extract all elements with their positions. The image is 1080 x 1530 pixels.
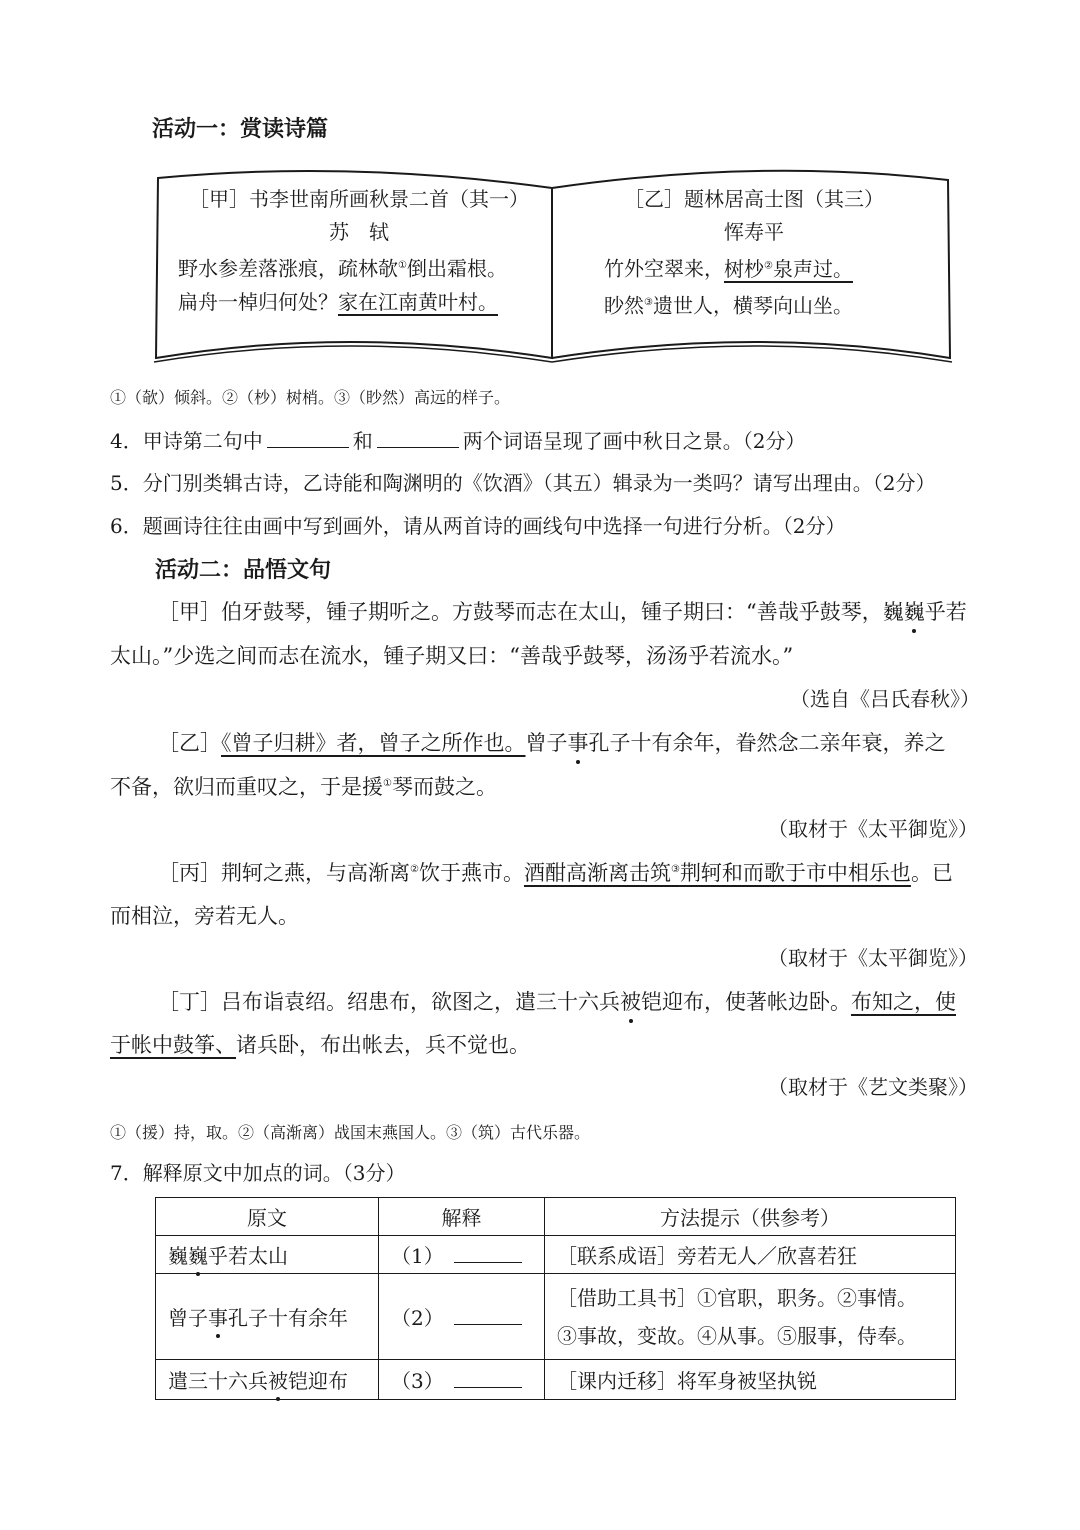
poem-b-line-1: 竹外空翠来，树杪②泉声过。 [604,256,853,281]
answer-blank[interactable] [267,447,349,448]
passage-d-source: （取材于《艺文类聚》） [768,1075,978,1099]
poem-a-title: ［甲］书李世南所画秋景二首（其一） [189,187,529,211]
passage-a-source: （选自《吕氏春秋》） [790,687,980,711]
poem-notes: ①（欹）倾斜。②（杪）树梢。③（眇然）高远的样子。 [110,388,511,407]
table-header-row [156,1198,956,1236]
cell-hint: ［课内迁移］将军身被坚执锐 [545,1360,956,1400]
answer-blank[interactable] [377,447,459,448]
dotted-word: 事 [208,1302,228,1331]
passage-d-line-1: ［丁］吕布诣袁绍。绍患布，欲图之，遣三十六兵被铠迎布，使著帐边卧。布知之，使 [158,986,956,1016]
dotted-word: 巍 [188,1240,208,1269]
passage-c-line-2: 而相泣，旁若无人。 [110,904,299,928]
question-7: 7．解释原文中加点的词。（3分） [110,1161,406,1185]
passage-b-line-2: 不备，欲归而重叹之，于是援①琴而鼓之。 [110,775,497,799]
table-row [156,1274,956,1360]
cell-answer[interactable]: （3） [379,1360,545,1400]
cell-hint: ［联系成语］旁若无人／欣喜若狂 [545,1236,956,1274]
passage-d-line-2: 于帐中鼓筝、诸兵卧，布出帐去，兵不觉也。 [110,1033,530,1057]
dotted-word: 事 [568,727,589,757]
poem-b-title: ［乙］题林居高士图（其三） [624,187,884,211]
passage-a-line-1: ［甲］伯牙鼓琴，锺子期听之。方鼓琴而志在太山，锺子期曰：“善哉乎鼓琴，巍巍乎若 [158,596,967,626]
passage-a-line-2: 太山。”少选之间而志在流水，锺子期又曰：“善哉乎鼓琴，汤汤乎若流水。” [110,644,794,668]
activity-1-title: 活动一：赏读诗篇 [152,117,329,142]
dotted-word: 巍 [904,596,925,626]
underlined-sentence: 于帐中鼓筝、 [110,1033,236,1057]
poem-b [604,183,904,322]
poem-a-author: 苏 轼 [329,220,389,244]
underlined-line: 家在江南黄叶村。 [338,289,498,314]
passage-b-source: （取材于《太平御览》） [768,817,978,841]
underlined-sentence: 布知之，使 [851,990,956,1014]
header-method-hint: 方法提示（供参考） [545,1198,956,1236]
answer-blank [454,1324,522,1325]
passage-b-line-1: ［乙］《曾子归耕》者，曾子之所作也。曾子事孔子十有余年，眷然念二亲年衰，养之 [158,727,946,757]
underlined-sentence: 酒酣高渐离击筑③荆轲和而歌于市中相乐也 [523,861,911,885]
header-original: 原文 [156,1198,379,1236]
question-6: 6．题画诗往往由画中写到画外，请从两首诗的画线句中选择一句进行分析。（2分） [110,514,846,538]
underlined-sentence: 《曾子归耕》者，曾子之所作也。 [221,731,526,755]
poem-a [178,183,540,319]
dotted-word: 被 [620,986,641,1016]
activity-2-title: 活动二：品悟文句 [155,558,332,583]
cell-answer[interactable]: （1） [379,1236,545,1274]
table-row [156,1236,956,1274]
answer-blank [454,1387,522,1388]
poem-a-line-1: 野水参差落涨痕，疏林欹①倒出霜根。 [178,256,507,281]
word-explanation-table [155,1197,956,1400]
cell-answer[interactable]: （2） [379,1274,545,1360]
poem-a-line-2: 扁舟一棹归何处？家在江南黄叶村。 [178,289,498,314]
cell-hint: ［借助工具书］①官职，职务。②事情。 ③事故，变故。④从事。⑤服事，侍奉。 [545,1274,956,1360]
poem-b-author: 恽寿平 [724,220,784,244]
table-row [156,1360,956,1400]
cell-original: 曾子事孔子十有余年 [156,1274,379,1360]
dotted-word: 被 [268,1365,288,1394]
question-4: 4．甲诗第二句中 和 两个词语呈现了画中秋日之景。（2分） [110,429,806,453]
passage-c-line-1: ［丙］荆轲之燕，与高渐离②饮于燕市。酒酣高渐离击筑③荆轲和而歌于市中相乐也。已 [158,861,953,885]
underlined-line: 树杪②泉声过。 [724,256,853,281]
passage-c-source: （取材于《太平御览》） [768,946,978,970]
question-5: 5．分门别类辑古诗，乙诗能和陶渊明的《饮酒》（其五）辑录为一类吗？请写出理由。（2分） [110,471,936,495]
poem-b-line-2: 眇然③遗世人，横琴向山坐。 [604,293,853,318]
cell-original: 遣三十六兵被铠迎布 [156,1360,379,1400]
cell-original: 巍巍乎若太山 [156,1236,379,1274]
answer-blank [454,1262,522,1263]
header-explanation: 解释 [379,1198,545,1236]
passage-notes: ①（援）持，取。②（高渐离）战国末燕国人。③（筑）古代乐器。 [110,1123,591,1142]
